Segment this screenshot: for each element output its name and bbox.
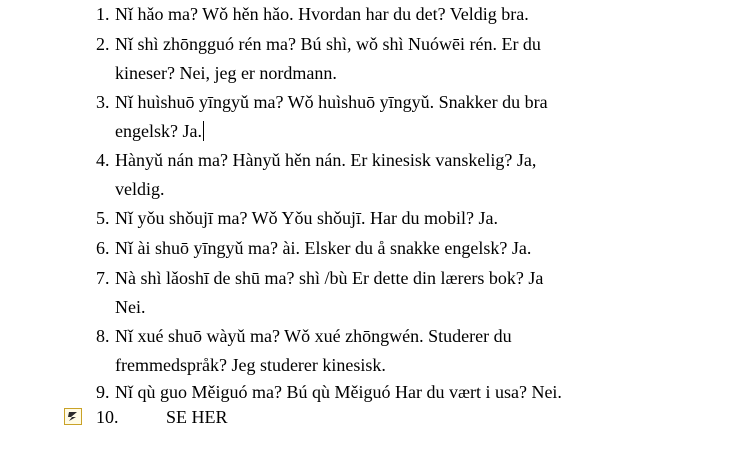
list-line-text: engelsk? Ja. [115, 121, 202, 141]
list-line: Nà shì lǎoshī de shū ma? shì /bù Er dette din lærers bok? Ja [115, 268, 544, 288]
list-text[interactable] [115, 88, 655, 146]
list-number: 4. [96, 150, 110, 170]
list-line: Nei. [115, 297, 146, 317]
list-line: Nǐ yǒu shǒujī ma? Wǒ Yǒu shǒujī. Har du mobil? Ja. [115, 208, 498, 228]
list-line: Nǐ hǎo ma? Wǒ hěn hǎo. Hvordan har du det? Veldig bra. [115, 4, 529, 24]
list-text[interactable] [115, 204, 655, 233]
list-number: 8. [96, 326, 110, 346]
autoformat-lightning-icon[interactable] [64, 408, 82, 425]
list-line: Nǐ ài shuō yīngyǔ ma? ài. Elsker du å snakke engelsk? Ja. [115, 238, 532, 258]
list-line [115, 117, 655, 146]
list-number: 3. [96, 92, 110, 112]
list-number: 10. [96, 407, 119, 427]
list-line: Nǐ huìshuō yīngyǔ ma? Wǒ huìshuō yīngyǔ. Snakker du bra [115, 92, 548, 112]
list-number: 7. [96, 268, 110, 288]
text-cursor [203, 121, 204, 141]
list-text[interactable] [115, 264, 655, 322]
list-line: Nǐ xué shuō wàyǔ ma? Wǒ xué zhōngwén. Studerer du [115, 326, 512, 346]
list-number: 1. [96, 4, 110, 24]
list-text: SE HER [166, 407, 228, 427]
list-line: Nǐ shì zhōngguó rén ma? Bú shì, wǒ shì Nuówēi rén. Er du [115, 34, 541, 54]
list-line: Nǐ qù guo Měiguó ma? Bú qù Měiguó Har du vært i usa? Nei. [115, 382, 562, 402]
list-text[interactable] [115, 0, 655, 29]
list-text[interactable] [115, 322, 655, 380]
list-number: 2. [96, 34, 110, 54]
list-number: 6. [96, 238, 110, 258]
list-line: veldig. [115, 179, 165, 199]
list-number: 5. [96, 208, 110, 228]
list-text[interactable] [115, 146, 655, 204]
list-line: Hànyǔ nán ma? Hànyǔ hěn nán. Er kinesisk vanskelig? Ja, [115, 150, 537, 170]
list-line: kineser? Nei, jeg er nordmann. [115, 63, 337, 83]
list-number: 9. [96, 382, 110, 402]
list-text[interactable] [115, 234, 655, 263]
list-text[interactable] [115, 30, 655, 88]
list-line: fremmedspråk? Jeg studerer kinesisk. [115, 355, 386, 375]
